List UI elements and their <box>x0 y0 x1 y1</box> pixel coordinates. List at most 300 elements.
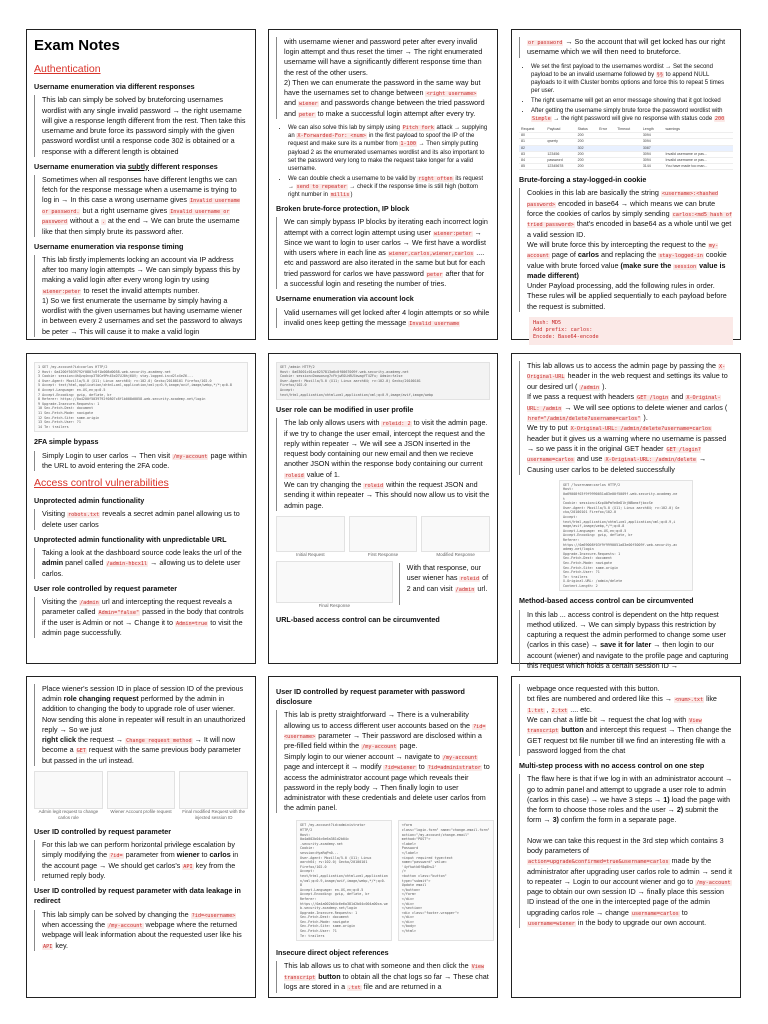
table-cell: You have made too man... <box>664 163 733 169</box>
code-snippet: 1-100 <box>400 141 417 148</box>
lab-notes <box>34 910 248 951</box>
table-row <box>519 163 733 169</box>
caption: Admin legit request to change carlos role <box>38 809 99 821</box>
text: → Since we want to login to user carlos → We first have a wordlist with users where in each line as <box>284 227 487 258</box>
text: ) <box>350 191 353 198</box>
text: (make sure the <box>620 260 674 270</box>
text: → So the account that will get locked has our right username which we will then need to bruteforce. <box>527 37 726 57</box>
table-cell: 200 <box>576 139 598 145</box>
code-snippet: X-Original-URL <box>527 364 726 381</box>
text: This lab firstly implements locking an account via IP address after too many login attempts → We can simply bypass this by making a valid login after every wrong login try using <box>42 254 241 285</box>
notes-panel-authentication <box>26 29 256 340</box>
text: url. <box>475 583 488 593</box>
text: The lab only allows users with <box>284 418 382 428</box>
lab-notes <box>34 684 248 766</box>
text: parameter from <box>123 850 177 860</box>
text: to visit the admin page. if we try to change the user email, intercept the request and the reply within repeater → We will see a JSON inserted in the request body containing our new email and then we recieve another JSON within the response body containing our current <box>284 418 488 469</box>
lab-notes <box>34 509 248 530</box>
lab-notes <box>519 37 733 58</box>
text: .... etc and password are also iterated in the same but but for each tried password for carlos we have password <box>284 248 485 278</box>
lab-heading: Username enumeration via different responses <box>34 82 195 92</box>
text: page of <box>549 250 578 260</box>
text: Place wiener's session ID in place of session ID of the previous admin <box>42 684 244 704</box>
thumbnail <box>107 771 176 809</box>
lab-notes <box>34 548 248 579</box>
text: 3) <box>552 815 559 825</box>
lab-notes <box>399 563 490 604</box>
text: The right username will get an error message showing that it got locked <box>531 97 721 104</box>
code-snippet: millis <box>330 191 350 198</box>
lab-notes <box>276 418 490 510</box>
text: passed in the body that controls if the user is Admin or not → Change it to <box>42 607 244 627</box>
column-header: warnings <box>664 127 733 133</box>
notes-panel <box>268 676 498 998</box>
text: .... etc. <box>568 704 592 714</box>
request-screenshot: 1 GET /my-account?id=carlos HTTP/2 2 Host: 0a4200f5039792f0807c8f1b008d0058.web-security-academy.net 3 Cookie: session=4hQzq4nvp3T0Ce9Pn45xD7UJ0hj6OV; stay-logged-in=d2lxXeZ6... 4 User-Agent: Mozilla/5.0 (X11; Linux aarch64; rv:102.0) Gecko/20100101 Firefox/102.0 5 Accept: text/html,application/xhtml+xml,application/xml;q=0.9,image/avif,image/webp,*/*;q=0.8 6 Accept-Language: en-US,en;q=0.5 7 Accept-Encoding: gzip, deflate, br 8 Referer: https://0a4200f5039792f0807c8f1b008d0058.web-security-academy.net/login 9 Upgrade-Insecure-Requests: 1 10 Sec-Fetch-Dest: document 11 Sec-Fetch-Mode: navigate 12 Sec-Fetch-Site: same-origin 13 Sec-Fetch-User: ?1 14 Te: trailers <box>34 362 248 432</box>
text: For this lab we can perform horizontal privilege escalation by simply modifying the <box>42 840 235 860</box>
text: → Then simply putting payload 2 as the enumerated usernames wordlist and its also important to set the password very long to make the request take longer for a valid username. <box>288 141 485 172</box>
code-snippet: GET /login <box>637 395 669 402</box>
code-snippet: /my-account <box>362 744 397 751</box>
code-snippet: /admin-hbcx1l <box>106 561 148 568</box>
intruder-results-table <box>519 127 733 170</box>
code-snippet: robots.txt <box>68 512 100 519</box>
code-snippet: Invalid username <box>409 320 460 327</box>
text: This lab allows us to chat with someone and then click the <box>284 961 471 971</box>
text: If we pass a request with headers <box>527 392 637 402</box>
notes-panel <box>511 353 741 670</box>
code-snippet: 1.txt <box>528 707 544 714</box>
column-header: Error <box>597 127 615 133</box>
table-cell: 123456 <box>545 151 575 157</box>
text: We can chat a little bit → request the chat log with <box>527 714 689 724</box>
code-snippet: API <box>43 943 53 950</box>
screenshot <box>421 516 490 558</box>
section-heading-authentication: Authentication <box>34 63 101 76</box>
text: to reset the invalid attempts number. <box>81 285 200 295</box>
text: that's encoded in base64 as a whole until we get a valid session ID. <box>527 219 732 239</box>
text: page and intercept it → modify <box>284 762 384 772</box>
text: Taking a look at the dashboard source code leaks the url of the <box>42 548 242 558</box>
text: Now sending this alone in repeater will result in an unauthorized reply → So we just <box>42 714 246 734</box>
text: without a <box>68 216 101 226</box>
table-cell: 3144 <box>641 163 664 169</box>
code-snippet: /my-account <box>696 879 731 886</box>
text: to append NULL payloads to it with Cluster bombs options and force this to repeat 5 times per user. <box>531 71 725 94</box>
table-cell: 302 <box>576 145 598 151</box>
section-heading-access-control: Access control vulnerabilities <box>34 477 169 490</box>
table-cell: 3094 <box>641 151 664 157</box>
lab-notes <box>34 175 248 237</box>
text: file and are returned in a <box>361 982 442 992</box>
text: header but it gives us a warning where no username is passed → so we pass it in the original GET header <box>527 433 727 453</box>
lab-heading: Multi-step process with no access control on one step <box>519 761 705 771</box>
text: We can also solve this lab by simply using <box>288 125 402 132</box>
request-screenshot: GET /admin HTTP/2 Host: 0a63001c01ac0257813a6c0f0067009f.web-security-academy.net Cookie: session=Daowosvg7cFhjwEOLhBUlbwagYT4ZFu; Admin=false User-Agent: Mozilla/5.0 (X11; Linux aarch64; rv:102.0) Gecko/20100101 Firefox/102.0 Accept: text/html,application/xhtml+xml,application/xml;q=0.9,image/avif,image/webp <box>276 362 490 400</box>
thumbnail <box>276 516 345 552</box>
caption: Final Response <box>318 603 350 609</box>
text: The flaw here is that if we log in with an administrator account → go to admin panel and attempt to upgrade a user role to admin (carlos in this case) → we have 3 steps → <box>527 774 733 804</box>
text: → then login to our account (wiener) and navigate to the profile page and capturing this request which holds a certain session ID → <box>527 640 729 670</box>
screenshot <box>34 771 103 822</box>
code-snippet: <num>.txt <box>675 697 704 704</box>
text: reveals a secret admin panel allowing us to delete user carlos <box>42 509 240 529</box>
text: key. <box>53 940 69 950</box>
code-snippet: X-Original-URL: /admin/delete <box>605 457 697 464</box>
text: page within the URL to avoid entering the 2FA code. <box>42 450 247 470</box>
code-snippet: username=wiener <box>528 920 575 927</box>
lab-notes <box>276 961 490 992</box>
code-snippet: API <box>183 863 193 870</box>
text: Visiting the <box>42 597 80 607</box>
code-snippet: roleid <box>364 483 384 489</box>
table-cell: 3094 <box>641 139 664 145</box>
text: to make a successful login attempt after every try. <box>315 108 476 118</box>
code-snippet: carlos:<md5 hash of tried password> <box>527 211 732 229</box>
screenshot-row <box>34 771 248 822</box>
code-snippet: /my-account <box>173 453 208 460</box>
text: Simply Login to user carlos → Then visit <box>42 450 173 460</box>
text: confirm the form in a separate page. <box>558 815 677 825</box>
text: to visit the admin page successfully. <box>42 617 243 638</box>
table-cell: 85 <box>519 163 545 169</box>
text: → check if the response time is still high (bottom right number in <box>288 183 479 198</box>
caption: Wiener Account profile request <box>110 809 172 815</box>
code-snippet: roleid: 2 <box>382 421 411 428</box>
code-snippet: <right username> <box>426 91 477 98</box>
code-snippet: wiener:peter <box>434 230 472 237</box>
table-cell: 3094 <box>641 157 664 163</box>
table-cell: 3087 <box>641 145 664 151</box>
code-snippet: Change request method <box>126 738 192 745</box>
code-snippet: roleid <box>285 472 304 479</box>
code-snippet: ?id=wiener <box>384 765 416 772</box>
thumbnail <box>276 561 393 603</box>
text: different responses <box>149 161 218 171</box>
lab-heading: 2FA simple bypass <box>34 437 99 447</box>
text: This lab allows us to access the admin page by passing the <box>527 361 718 370</box>
text: load the page with the form to choose those roles and the user → <box>527 794 730 815</box>
lab-notes <box>34 840 248 881</box>
payload-rules-code: Hash: MD5 Add prefix: carlos: Encode: Base64-encode <box>529 317 733 345</box>
table-cell: 84 <box>519 157 545 163</box>
column-header: Status <box>576 127 598 133</box>
code-snippet: . <box>101 219 105 226</box>
lab-heading: User ID controlled by request parameter with password disclosure <box>276 687 465 707</box>
text: in the account page → We should get carlos's <box>42 850 239 870</box>
text: With that response, our user wiener has <box>406 563 481 583</box>
code-snippet: stay-logged-in <box>659 253 703 260</box>
code-snippet: /my-account <box>108 923 143 930</box>
text: ). <box>641 412 648 422</box>
request-screenshot: GET /?username=carlos HTTP/2 Host: 0a69008f03f9f9990051a83e00f5009f.web-security-academy.ne t Cookie: session=LKcpUbPmYe0eDlhjN8bmsfjbxcSe User-Agent: Mozilla/5.0 (X11; Linux aarch64; rv:102.0) Ge cko/20100101 Firefox/102.0 Accept: text/html,application/xhtml+xml,application/xml;q=0.9,i mage/avif,image/webp,*/*;q=0.8 Accept-Language: en-US,en;q=0.5 Accept-Encoding: gzip, deflate, br Referer: https://0a69008f03f9f9990051a83e00f5009f.web-security-ac ademy.net/login Upgrade-Insecure-Requests: 1 Sec-Fetch-Dest: document Sec-Fetch-Mode: navigate Sec-Fetch-Site: same-origin Sec-Fetch-User: ?1 Te: trailers X-Original-URL: /admin/delete Content-Length: 2 <box>559 480 693 592</box>
text: → save it for later <box>590 640 652 650</box>
code-snippet: View transcript <box>284 964 485 981</box>
code-snippet: Invalid username or password. <box>42 198 241 215</box>
text: webpage where the returned webpage will leak information about the requested user like his <box>42 920 242 940</box>
text: when accessing the <box>42 920 108 930</box>
screenshot <box>179 771 248 822</box>
code-snippet: 200 <box>714 116 725 123</box>
table-cell: 200 <box>576 163 598 169</box>
code-snippet: ?id=<username> <box>191 912 236 919</box>
text: This lab simply can be solved by changing the <box>42 909 191 919</box>
thumbnail <box>34 771 103 809</box>
notes-panel <box>268 353 498 664</box>
text: submit the form → <box>527 805 719 825</box>
code-snippet: GET /login?username=carlos <box>527 446 701 464</box>
table-cell: Invalid username or pas... <box>664 151 733 157</box>
code-snippet: ?id=<username> <box>284 723 486 741</box>
code-snippet: Admin=true <box>176 620 208 627</box>
text: with username wiener and password peter after every invalid login attempt and thus reset the timer → The right enumerated username will have a significantly different response time than the rest of the other users. <box>284 37 483 77</box>
code-snippet: X-Original-URL: /admin/delete?username=carlos <box>570 426 712 433</box>
lab-heading: Unprotected admin functionality with unpredictable URL <box>34 534 227 544</box>
table-cell: 3094 <box>641 133 664 139</box>
text: 2) Then we can enumerate the password in the same way but have the usernames set to change between <box>284 77 481 98</box>
screenshot <box>349 516 418 558</box>
text: performed by the admin in addition to changing the body to upgrade role of user wiener. <box>42 694 235 714</box>
text: url and intercepting the request reveals a parameter called <box>42 597 233 617</box>
bullet-list <box>276 124 490 199</box>
text: made by the administrator after upgrading user carlos role to admin → send it to repeater → Login to our account wiener and go to <box>527 856 732 886</box>
text: carlos <box>209 850 231 860</box>
text: We try to put <box>527 423 570 433</box>
column-header: Payload <box>545 127 575 133</box>
text: wiener <box>176 850 200 860</box>
code-snippet: Pitch fork <box>402 125 434 132</box>
table-cell: password <box>545 157 575 163</box>
code-snippet: username=carlos <box>631 910 679 917</box>
code-snippet: href="/admin/delete?username=carlos" <box>528 415 641 422</box>
text: parameter → Their password are disclosed within a pre-filled field within the <box>284 731 482 751</box>
lab-heading: Username enumeration via account lock <box>276 294 414 304</box>
text: to access the administrator account page which reveals their password in the reply body → Then finally login to user administrator with these credentials and delete user carlos from the admin panel. <box>284 762 490 813</box>
text: right click <box>42 735 76 745</box>
lab-heading: URL-based access control can be circumvented <box>276 614 440 624</box>
code-snippet: /admin <box>455 586 475 593</box>
code-snippet: /my-account <box>442 754 478 761</box>
screenshot-row <box>296 818 490 943</box>
text: Under Payload processing, add the following rules in order. These rules will be applied sequentially to each payload before the request is submitted. <box>527 281 727 311</box>
code-snippet: wiener,carlos,wiener,carlos <box>388 251 474 258</box>
text: Simply login to our wiener account → navigate to <box>284 751 442 761</box>
screenshot <box>276 516 345 558</box>
text: page to obtain our own session ID → finally place this session ID instead of the one in the intercepted page of the admin upgrading carlos role → change <box>527 887 724 917</box>
text: → the right password will give no response with status code <box>551 116 714 123</box>
code-snippet: X-Forwarded-For: <num> <box>297 133 367 140</box>
text: attack → supplying an <box>288 125 488 140</box>
table-cell: 81 <box>519 139 545 145</box>
text: like <box>704 694 717 704</box>
text: value of 1. <box>304 469 340 479</box>
text: request with the same previous body parameter but passed in the url instead. <box>42 745 241 765</box>
text: at the end → We can brute the username like that then simply brute its password after. <box>42 216 240 236</box>
text: carlos <box>577 250 600 260</box>
screenshot <box>107 771 176 822</box>
code-snippet: Admin="false" <box>98 610 140 617</box>
code-snippet: 2.txt <box>551 707 568 714</box>
code-snippet: ?id=administrator <box>427 765 481 772</box>
code-snippet: ?id= <box>110 853 123 860</box>
list-item <box>288 175 490 199</box>
column-header: Timeout <box>615 127 641 133</box>
text: after that for a successful login and reseting the number of tries. <box>284 268 485 289</box>
lab-notes <box>276 217 490 289</box>
lab-notes <box>34 255 248 337</box>
code-snippet: View transcript <box>527 717 702 735</box>
caption: First Response <box>367 551 399 557</box>
code-snippet: §§ <box>656 71 663 78</box>
lab-notes <box>519 361 733 475</box>
text: Now we can take this request in the 3rd step which contains 3 body parameters of <box>527 835 724 855</box>
text: and intercept this request → Then change the GET request txt file number till we find an interesting file with a password logged from the chat <box>527 725 732 755</box>
code-snippet: session <box>674 263 697 270</box>
caption: Final modified Request with the injected session ID <box>182 809 246 821</box>
thumbnail <box>421 516 490 552</box>
text: and passwords change between the tried password and <box>284 98 485 118</box>
code-snippet: /admin <box>80 600 99 607</box>
page-title: Exam Notes <box>34 37 120 54</box>
lab-heading: User role controlled by request parameter <box>34 583 177 593</box>
text: ). <box>600 381 607 391</box>
notes-panel <box>26 676 256 998</box>
text: and <box>669 392 686 402</box>
text: value is made different) <box>527 260 726 280</box>
response-screenshot: <form class="login-form" name="change-email-form" action="/my-account/change-email" method="POST"> <label> Password </label> <input required type=text name="password" value= '4yfkwtk6f8q8hu2' /> <button class="button" type="submit"> Update email </button> </form> </div> </div> </section> <div class="footer-wrapper"> </div> </div> </body> </html> <box>398 820 494 941</box>
text: role changing request <box>63 694 139 704</box>
lab-notes <box>276 710 490 813</box>
text: page. <box>397 741 418 751</box>
table-cell <box>615 163 641 169</box>
text: Visiting <box>42 509 68 519</box>
text: button <box>561 725 584 735</box>
code-snippet: my-account <box>527 242 719 260</box>
text: We can try changing the <box>284 480 364 489</box>
text: We can double check a username to be valid by <box>288 175 418 182</box>
lab-heading: Unprotected admin functionality <box>34 496 145 506</box>
text: After getting the username simply brute force the password wordlist with <box>531 108 723 115</box>
lab-notes <box>519 684 733 756</box>
lab-heading: User ID controlled by request parameter <box>34 826 172 836</box>
text: and replacing the <box>599 250 659 260</box>
code-snippet: wiener:peter <box>43 288 81 295</box>
text: Sometimes when all responses have different lengths we can fetch for the response message when a username is trying to log in → In this case a wrong username gives <box>42 174 237 205</box>
table-cell: Invalid username or pas... <box>664 157 733 163</box>
lab-heading: Method-based access control can be circumvented <box>519 596 694 606</box>
text: panel called <box>63 558 106 568</box>
text: within the request JSON and sending it within repeater → This should now allow us to visit the admin page. <box>284 480 490 510</box>
table-body <box>519 133 733 170</box>
code-snippet: Invalid username or password <box>42 208 230 226</box>
column-header: Length <box>641 127 664 133</box>
text: cookie value with brute forced value <box>527 250 727 270</box>
text: Username enumeration via <box>34 161 128 171</box>
text: This lab is pretty straightforward → There is a vulnerability allowing us to access different user accounts based on the <box>284 710 473 730</box>
thumbnail <box>179 771 248 809</box>
code-snippet: or password <box>528 40 563 46</box>
code-snippet: X-Original-URL: /admin <box>527 395 721 412</box>
text: in the first payload to spoof the IP of the request and make sure its a number from <box>288 133 475 148</box>
code-snippet: peter <box>299 111 315 118</box>
table-cell: 82 <box>519 145 545 151</box>
text: → We will see options to delete wiener and carlos ( <box>562 402 728 412</box>
notes-panel <box>268 29 498 340</box>
code-snippet: action=upgrade&confirmed=true&username=carlos <box>528 859 669 866</box>
lab-notes <box>276 308 490 329</box>
text: and <box>284 98 298 108</box>
text: This lab can simply be solved by bruteforcing usernames wordlist with any single invalid password → the right username will give a response length different from the rest. Then take this username and brute force its password simply with the given password wordlist until a response code 302 is obtained or a response with a different length is obtained <box>42 95 246 156</box>
lab-heading <box>34 162 248 172</box>
text: Valid usernames will get locked after 4 login attempts or so while invalid ones keep getting the message <box>284 307 490 327</box>
text: to <box>416 762 427 772</box>
lab-notes <box>34 597 248 638</box>
text: to <box>199 850 210 860</box>
text: → It will now become a <box>42 735 236 755</box>
code-snippet: GET <box>76 748 86 755</box>
caption: Initial Request <box>296 551 325 557</box>
bullet-list <box>519 63 733 124</box>
text: but a right username gives <box>80 205 170 215</box>
text: header in the web request and settings its value to our desired url ( <box>527 371 728 391</box>
text: Cookies in this lab are basically the string <box>527 188 661 198</box>
table-cell: 200 <box>576 133 598 139</box>
thumbnail <box>349 516 418 552</box>
code-snippet: send to repeater <box>296 183 347 190</box>
code-snippet: Simple <box>532 116 551 123</box>
table-cell: 80 <box>519 133 545 139</box>
list-item <box>531 63 733 95</box>
text: admin <box>42 558 64 568</box>
table-cell: 200 <box>576 151 598 157</box>
text: We can simply bypass IP blocks by iterating each incorrect login attempt with a correct login attempt using user <box>284 217 488 237</box>
lab-heading: Brute-forcing a stay-logged-in cookie <box>519 174 647 184</box>
code-snippet: right often <box>418 175 453 182</box>
text: its request → <box>288 175 484 190</box>
text: In this lab ... access control is dependent on the http request method utilized. → We can simply bypass this restriction by capturing a request the admin performed to change some user (carlos in this case) <box>527 609 726 650</box>
text: to obtain all the chat logs so far → These chat logs are stored in a <box>284 971 489 992</box>
text: in the body to upgrade our own account. <box>575 917 707 927</box>
list-item <box>531 107 733 123</box>
screenshot-row <box>276 516 490 558</box>
lab-heading: User role can be modified in user profile <box>276 405 414 415</box>
table-cell: 200 <box>576 157 598 163</box>
text: webpage once requested with this button. <box>527 684 660 693</box>
code-snippet: /admin <box>580 384 600 391</box>
text: , <box>544 704 551 714</box>
lab-notes <box>276 37 490 119</box>
table-cell: 83 <box>519 151 545 157</box>
caption: Modified Response <box>436 551 475 557</box>
request-screenshot: GET /my-account?id=administrator HTTP/2 Host: 0a4a002b04c6e6a381d2b04c -security-academy.net Cookie: session=HyaRqPn0... User-Agent: Mozilla/5.0 (X11; Linux aarch64; rv:102.0) Gecko/20100101 Firefox/102.0 Accept: text/html,application/xhtml+xml,application n/xml;q=0.9,image/avif,image/webp,*/*;q=0. 8 Accept-Language: en-US,en;q=0.5 Accept-Encoding: gzip, deflate, br Referer: https://0a4a002b04c6e6a381d2b04c004a00ca.we b-security-academy.net/login Upgrade-Insecure-Requests: 1 Sec-Fetch-Dest: document Sec-Fetch-Mode: navigate Sec-Fetch-Site: same-origin Sec-Fetch-User: ?1 Te: trailers <box>296 820 392 941</box>
column-header: Request <box>519 127 545 133</box>
lab-notes <box>519 774 733 928</box>
code-snippet: <username>:<hashed password> <box>527 191 719 208</box>
text: of 2 and can visit <box>406 573 489 593</box>
code-snippet: .txt <box>348 985 361 992</box>
lab-heading: User ID controlled by request parameter with data leakage in redirect <box>34 886 241 906</box>
text: encoded in base64 → which means we can brute force the cookies of carlos by simply sending <box>527 198 716 218</box>
text: to <box>679 907 688 917</box>
text: 2) <box>676 805 684 815</box>
text: → Causing user carlos to be deleted successfully <box>527 454 707 474</box>
notes-panel <box>511 29 741 340</box>
code-snippet: wiener <box>299 101 318 108</box>
list-item <box>531 97 733 105</box>
text: button <box>318 971 341 981</box>
lab-notes <box>34 451 248 472</box>
lab-notes <box>519 188 733 312</box>
